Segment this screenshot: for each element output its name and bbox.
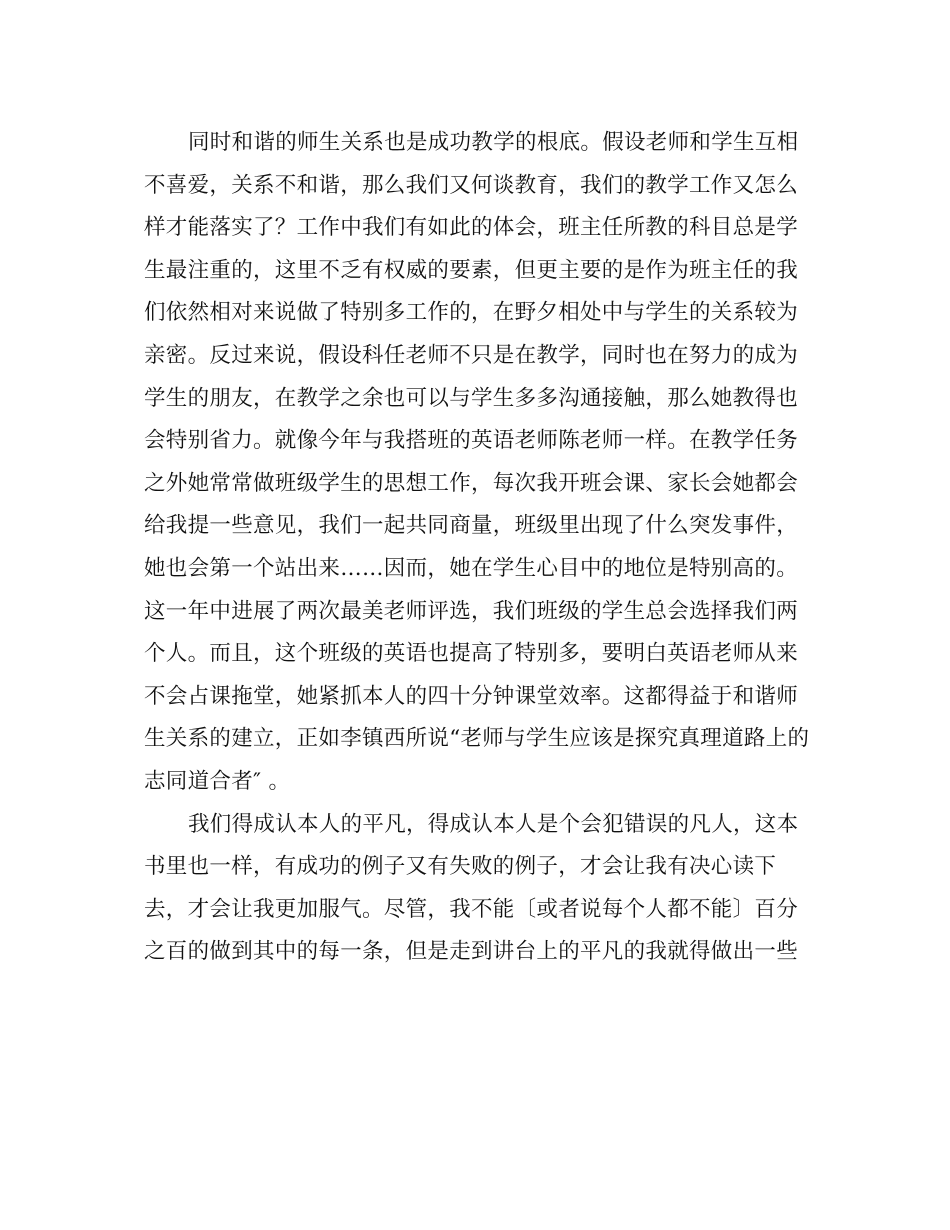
paragraph-2-line-2: 书里也一样，有成功的例子又有失败的例子，才会让我有决心读下 — [144, 854, 777, 880]
paragraph-1-line-5: 们依然相对来说做了特别多工作的，在野夕相处中与学生的关系较为 — [144, 300, 799, 326]
paragraph-1-line-8: 会特别省力。就像今年与我搭班的英语老师陈老师一样。在教学任务 — [144, 428, 799, 454]
paragraph-1-line-12: 这一年中进展了两次最美老师评选，我们班级的学生总会选择我们两 — [144, 598, 799, 624]
paragraph-1-line-7: 学生的朋友，在教学之余也可以与学生多多沟通接触，那么她教得也 — [144, 385, 799, 411]
paragraph-1-line-4: 生最注重的，这里不乏有权威的要素，但更主要的是作为班主任的我 — [144, 257, 799, 283]
paragraph-1-line-3: 样才能落实了？工作中我们有如此的体会，班主任所教的科目总是学 — [144, 215, 799, 241]
paragraph-1-line-13: 个人。而且，这个班级的英语也提高了特别多，要明白英语老师从来 — [144, 641, 799, 667]
paragraph-1-line-11: 她也会第一个站出来……因而，她在学生心目中的地位是特别高的。 — [144, 555, 799, 581]
paragraph-1-line-6: 亲密。反过来说，假设科任老师不只是在教学，同时也在努力的成为 — [144, 342, 799, 368]
paragraph-1-line-14: 不会占课拖堂，她紧抓本人的四十分钟课堂效率。这都得益于和谐师 — [144, 683, 799, 709]
paragraph-1-line-2: 不喜爱，关系不和谐，那么我们又何谈教育，我们的教学工作又怎么 — [144, 172, 799, 198]
paragraph-2-line-1: 我们得成认本人的平凡，得成认本人是个会犯错误的凡人，这本 — [188, 811, 799, 837]
paragraph-1-line-10: 给我提一些意见，我们一起共同商量，班级里出现了什么突发事件， — [144, 513, 799, 539]
paragraph-1-line-15: 生关系的建立，正如李镇西所说“老师与学生应该是探究真理道路上的 — [144, 726, 810, 752]
body-text — [144, 122, 814, 974]
paragraph-1-line-9: 之外她常常做班级学生的思想工作，每次我开班会课、家长会她都会 — [144, 470, 799, 496]
paragraph-1-line-16: 志同道合者″ 。 — [144, 768, 291, 794]
paragraph-2-line-4: 之百的做到其中的每一条，但是走到讲台上的平凡的我就得做出一些 — [144, 939, 799, 965]
paragraph-2-line-3: 去，才会让我更加服气。尽管，我不能〔或者说每个人都不能〕百分 — [144, 896, 799, 922]
paragraph-1-line-1: 同时和谐的师生关系也是成功教学的根底。假设老师和学生互相 — [188, 130, 799, 155]
